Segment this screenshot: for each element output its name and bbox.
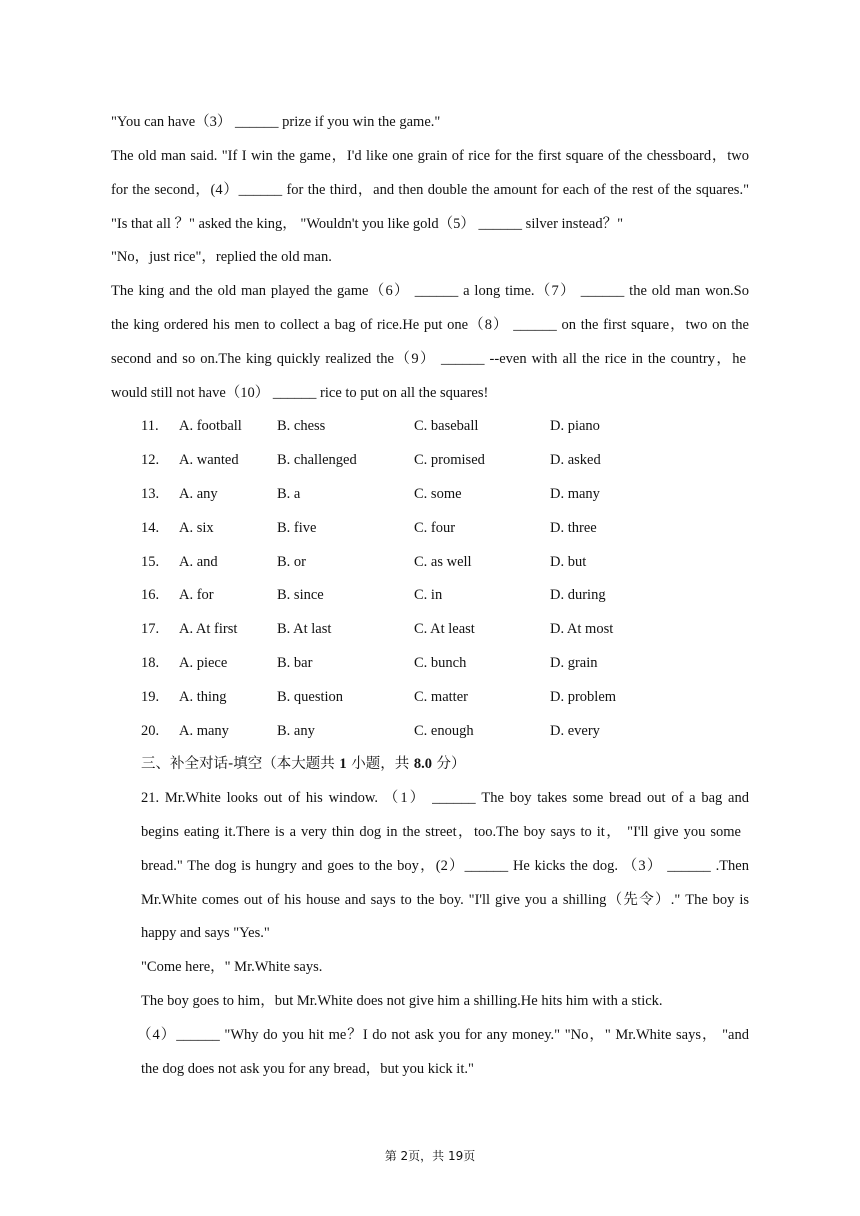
option-c: C. promised xyxy=(414,452,485,468)
section-heading-prefix: 三、补全对话-填空（本大题共 xyxy=(141,756,340,772)
dialog-line-3: bread." The dog is hungry and goes to the boy，(2）______ He kicks the dog. （3） ______ .Then xyxy=(141,858,749,874)
option-d: D. many xyxy=(550,486,600,502)
passage-line-3: for the second，(4）______ for the third，and then double the amount for each of the rest of the squares." xyxy=(111,182,749,198)
option-c: C. enough xyxy=(414,723,474,739)
question-number: 16. xyxy=(141,587,160,603)
dialog-line-9: the dog does not ask you for any bread，but you kick it." xyxy=(141,1061,474,1077)
option-c: C. some xyxy=(414,486,462,502)
option-d: D. asked xyxy=(550,452,601,468)
option-b: B. chess xyxy=(277,418,326,434)
question-number: 14. xyxy=(141,520,160,536)
question-options-13 xyxy=(141,484,761,504)
question-number: 18. xyxy=(141,655,160,671)
dialog-line-2: begins eating it.There is a very thin dog in the street，too.The boy says to it， "I'll give you some xyxy=(141,824,741,840)
option-c: C. four xyxy=(414,520,456,536)
dialog-line-1: 21. Mr.White looks out of his window. （1） ______ The boy takes some bread out of a bag and xyxy=(141,790,749,806)
option-a: A. many xyxy=(179,723,229,739)
question-options-18 xyxy=(141,653,761,673)
option-a: A. thing xyxy=(179,689,227,705)
passage-line-7: the king ordered his men to collect a bag of rice.He put one（8） ______ on the first square，two on the xyxy=(111,317,749,333)
section-heading-suffix: 分） xyxy=(431,756,466,772)
option-b: B. bar xyxy=(277,655,313,671)
question-number: 19. xyxy=(141,689,160,705)
passage-line-6: The king and the old man played the game（6） ______ a long time.（7） ______ the old man won.So xyxy=(111,283,749,299)
question-options-19 xyxy=(141,687,761,707)
option-a: A. wanted xyxy=(179,452,239,468)
option-d: D. during xyxy=(550,587,606,603)
passage-line-9: would still not have（10） ______ rice to put on all the squares! xyxy=(111,385,489,401)
question-options-14 xyxy=(141,518,761,538)
option-b: B. since xyxy=(277,587,324,603)
section-score: 8.0 xyxy=(413,756,432,772)
option-b: B. five xyxy=(277,520,317,536)
option-d: D. problem xyxy=(550,689,617,705)
option-a: A. At first xyxy=(179,621,238,637)
option-a: A. and xyxy=(179,554,218,570)
question-options-17 xyxy=(141,619,761,639)
question-number: 15. xyxy=(141,554,160,570)
option-a: A. any xyxy=(179,486,218,502)
option-b: B. a xyxy=(277,486,301,502)
dialog-line-8: （4）______ "Why do you hit me？I do not ask you for any money." "No，" Mr.White says， "and xyxy=(137,1027,749,1043)
option-a: A. for xyxy=(179,587,214,603)
option-d: D. grain xyxy=(550,655,598,671)
option-d: D. but xyxy=(550,554,587,570)
question-number: 20. xyxy=(141,723,160,739)
section-question-count: 1 xyxy=(339,756,347,772)
passage-line-2: The old man said. "If I win the game，I'd like one grain of rice for the first square of the chessboard，two xyxy=(111,148,749,164)
passage-line-1: "You can have（3） ______ prize if you win the game." xyxy=(111,114,441,130)
question-number: 12. xyxy=(141,452,160,468)
option-c: C. bunch xyxy=(414,655,467,671)
question-options-16 xyxy=(141,585,761,605)
passage-line-5: "No，just rice"，replied the old man. xyxy=(111,249,332,265)
section-heading xyxy=(141,754,466,774)
dialog-line-6: "Come here，" Mr.White says. xyxy=(141,959,323,975)
option-b: B. At last xyxy=(277,621,332,637)
question-options-12 xyxy=(141,450,761,470)
option-a: A. football xyxy=(179,418,242,434)
option-c: C. in xyxy=(414,587,443,603)
question-options-11 xyxy=(141,416,761,436)
question-number: 11. xyxy=(141,418,159,434)
option-b: B. challenged xyxy=(277,452,357,468)
option-c: C. as well xyxy=(414,554,472,570)
option-d: D. piano xyxy=(550,418,600,434)
question-number: 13. xyxy=(141,486,160,502)
option-d: D. every xyxy=(550,723,600,739)
dialog-line-5: happy and says "Yes." xyxy=(141,925,270,941)
question-number: 17. xyxy=(141,621,160,637)
page-footer: 第 2页，共 19页 xyxy=(384,1149,476,1163)
passage-line-4: "Is that all ？" asked the king， "Wouldn't you like gold（5） ______ silver instead？" xyxy=(111,216,624,232)
question-options-15 xyxy=(141,552,761,572)
section-heading-mid: 小题，共 xyxy=(346,756,414,772)
passage-line-8: second and so on.The king quickly realized the（9） ______ --even with all the rice in the country，he xyxy=(111,351,746,367)
question-options-20 xyxy=(141,721,761,741)
option-d: D. At most xyxy=(550,621,614,637)
dialog-line-4: Mr.White comes out of his house and says to the boy. "I'll give you a shilling（先令）." The boy is xyxy=(141,892,749,908)
option-c: C. baseball xyxy=(414,418,479,434)
option-b: B. or xyxy=(277,554,306,570)
option-d: D. three xyxy=(550,520,597,536)
option-b: B. question xyxy=(277,689,344,705)
option-a: A. piece xyxy=(179,655,228,671)
option-a: A. six xyxy=(179,520,214,536)
option-c: C. matter xyxy=(414,689,468,705)
dialog-line-7: The boy goes to him，but Mr.White does not give him a shilling.He hits him with a stick. xyxy=(141,993,663,1009)
option-b: B. any xyxy=(277,723,315,739)
option-c: C. At least xyxy=(414,621,475,637)
